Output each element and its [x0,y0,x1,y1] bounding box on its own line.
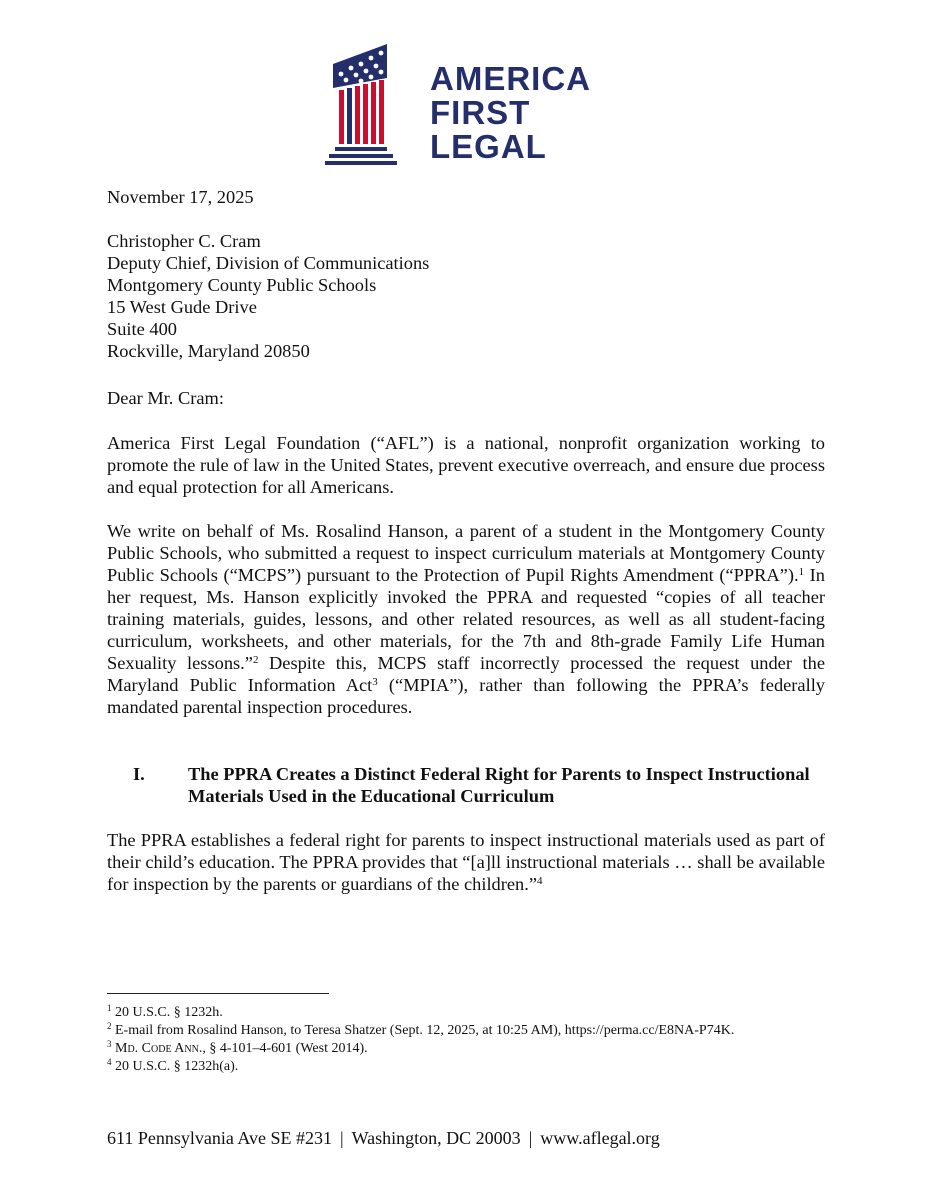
ppra-paragraph [107,829,825,895]
logo-wordmark [430,62,591,164]
footnote-text: , § 4-101–4-601 (West 2014). [202,1041,368,1056]
recipient-org: Montgomery County Public Schools [107,275,377,295]
footnote-number: 4 [107,1057,112,1067]
footnote-number: 1 [107,1003,112,1013]
logo-line-legal: LEGAL [430,128,547,165]
letterhead-footer [107,1128,825,1149]
intro-paragraph: America First Legal Foundation (“AFL”) is a national, nonprofit organization working to promote the rule of law in the United States, prevent executive overreach, and ensure due process and equal protection for all Americans. [107,433,825,497]
ppra-paragraph-text: The PPRA establishes a federal right for parents to inspect instructional materials used as part of their child’s education. The PPRA provides that “[a]ll instructional materials … shall be available for inspection by the parents or guardians of the children.” [107,830,825,894]
footnote-number: 2 [107,1021,112,1031]
footnote-text: E-mail from Rosalind Hanson, to Teresa Shatzer (Sept. 12, 2025, at 10:25 AM), https://perma.cc/E8NA-P74K. [111,1023,735,1038]
request-paragraph-part4: (“MPIA”), rather than following the PPRA’s federally mandated parental inspection procedures. [107,675,825,717]
recipient-name: Christopher C. Cram [107,231,261,251]
request-paragraph-part1: We write on behalf of Ms. Rosalind Hanson, a parent of a student in the Montgomery County Public Schools, who submitted a request to inspect curriculum materials at Montgomery County Public Schools (“MCPS”) pursuant to the Protection of Pupil Rights Amendment (“PPRA”). [107,521,825,585]
logo-line-america: AMERICA [430,60,591,97]
salutation: Dear Mr. Cram: [107,388,224,408]
footnote-ref-3: 3 [372,676,378,688]
footnote-2 [107,1022,825,1040]
footer-website[interactable]: www.aflegal.org [540,1128,660,1148]
recipient-city: Rockville, Maryland 20850 [107,341,310,361]
recipient-address [107,230,825,362]
footnotes [107,1004,825,1076]
footnote-text: 20 U.S.C. § 1232h. [111,1005,223,1020]
footer-separator: | [528,1128,533,1148]
request-paragraph [107,520,825,718]
footer-address: 611 Pennsylvania Ave SE #231 [107,1128,332,1148]
recipient-title: Deputy Chief, Division of Communications [107,253,430,273]
footer-city: Washington, DC 20003 [351,1128,521,1148]
footnote-3 [107,1040,825,1058]
footnote-source: Md. Code Ann. [115,1041,203,1056]
recipient-street: 15 West Gude Drive [107,297,257,317]
footer-separator: | [339,1128,344,1148]
letter-date: November 17, 2025 [107,187,254,207]
section-title: The PPRA Creates a Distinct Federal Right for Parents to Inspect Instructional Materials Used in the Educational Curriculum [188,764,810,806]
logo-line-first: FIRST [430,94,531,131]
request-paragraph-part2: In her request, Ms. Hanson explicitly invoked the PPRA and requested “copies of all teacher training materials, guides, lessons, and other related resources, as well as all student-facing curriculum, worksheets, and other materials, for the 7th and 8th-grade Family Life Human Sexuality lessons.” [107,565,825,673]
footnote-ref-2: 2 [252,654,259,666]
footnote-ref-1: 1 [798,566,805,578]
section-number: I. [133,764,145,784]
footnote-ref-4: 4 [537,875,543,887]
footnote-number: 3 [107,1039,112,1049]
footnote-4 [107,1058,825,1076]
footnote-1 [107,1004,825,1022]
footnote-text: 20 U.S.C. § 1232h(a). [111,1059,239,1074]
request-paragraph-part3: Despite this, MCPS staff incorrectly processed the request under the Maryland Public Information Act [107,653,825,695]
footnote-divider [107,993,329,994]
recipient-suite: Suite 400 [107,319,177,339]
pillar-emblem-icon [325,44,397,165]
